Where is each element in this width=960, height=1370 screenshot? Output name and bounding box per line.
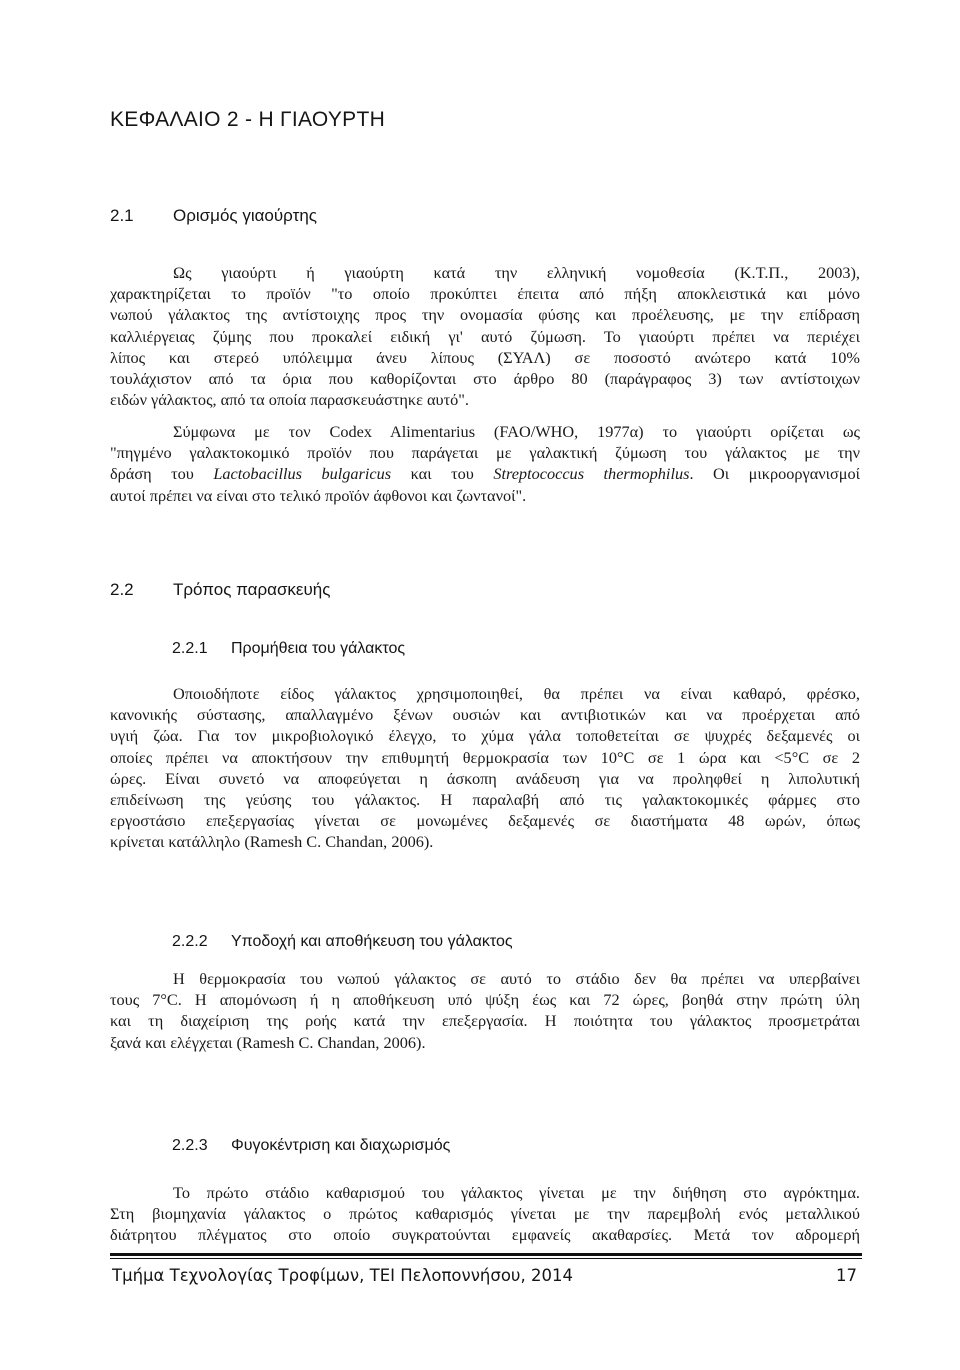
text-fragment: . Οι μικροοργανισμοί	[689, 464, 860, 484]
section-title: Τρόπος παρασκευής	[173, 580, 331, 599]
footer-rule-thin	[110, 1258, 862, 1259]
text-line: Οποιοδήποτε είδος γάλακτος χρησιμοποιηθεί, θα πρέπει να είναι καθαρό, φρέσκο,	[173, 684, 860, 703]
section-title: Υποδοχή και αποθήκευση του γάλακτος	[231, 933, 513, 950]
section-number: 2.2.3	[172, 1137, 208, 1154]
species-name: Streptococcus thermophilus	[493, 464, 690, 484]
text-line: τους 7°C. Η απομόνωση ή η αποθήκευση υπό ψύξη έως και 72 ώρες, βοηθά στην πρώτη ύλη	[110, 990, 860, 1010]
text-line: και τη διαχείριση της ροής κατά την επεξεργασία. Η ποιότητα του γάλακτος προσμετράται	[110, 1011, 860, 1031]
subsection-heading-2-2-2	[172, 933, 513, 951]
text-line: επιδείνωση της γεύσης του γάλακτος. Η παραλαβή από τις γαλακτοκομικές φάρμες στο	[110, 789, 860, 809]
text-line: εργοστάσιο επεξεργασίας γίνεται σε μονωμένες δεξαμενές σε διαστήματα 48 ωρών, όπως	[110, 811, 860, 831]
text-fragment: και του	[391, 464, 494, 484]
text-line: λίπος και στερεό υπόλειμμα άνευ λίπους (ΣΥΑΛ) σε ποσοστό ανώτερο κατά 10%	[110, 347, 860, 367]
text-line: Ως γιαούρτι ή γιαούρτη κατά την ελληνική νομοθεσία (Κ.Τ.Π., 2003),	[173, 263, 860, 282]
text-line: Σύμφωνα με τον Codex Alimentarius (FAO/WHO, 1977α) το γιαούρτι ορίζεται ως	[173, 422, 860, 441]
text-line: αυτοί πρέπει να είναι στο τελικό προϊόν άφθονοι και ζωντανοί".	[110, 485, 527, 505]
text-line: κρίνεται κατάλληλο (Ramesh C. Chandan, 2006).	[110, 832, 434, 852]
text-line: υγιή ζώα. Για τον μικροβιολογικό έλεγχο, το χύμα γάλα τοποθετείται σε ψυχρές δεξαμενές οι	[110, 726, 860, 746]
text-line: κανονικής σύστασης, απαλλαγμένο ξένων ουσιών και αντιβιοτικών και να προέρχεται από	[110, 705, 860, 725]
text-line: "πηγμένο γαλακτοκομικό προϊόν που παράγεται με γαλακτική ζύμωση του γάλακτος με την	[110, 443, 860, 463]
section-heading-2-1	[110, 206, 317, 226]
text-fragment: δράση του	[110, 464, 214, 484]
text-line	[110, 463, 860, 484]
section-title: Προμήθεια του γάλακτος	[231, 640, 406, 657]
text-line: ξανά και ελέγχεται (Ramesh C. Chandan, 2006).	[110, 1032, 426, 1052]
section-number: 2.2	[110, 580, 134, 599]
paragraph-codex-definition	[110, 421, 860, 506]
text-line: καλλιέργειας ζύμης που προκαλεί ειδική γι' αυτό ζύμωση. Το γιαούρτι πρέπει να περιέχει	[110, 326, 860, 346]
species-name: Lactobacillus bulgaricus	[213, 464, 392, 484]
footer-institution: Τμήμα Τεχνολογίας Τροφίμων, ΤΕΙ Πελοποννήσου, 2014	[112, 1266, 573, 1285]
text-line: διάτρητου πλέγματος στο οποίο συγκρατούνται εμφανείς ακαθαρσίες. Μετά τον αδρομερή	[110, 1225, 860, 1245]
subsection-heading-2-2-3	[172, 1137, 450, 1155]
paragraph-centrifugation	[110, 1182, 860, 1246]
paragraph-milk-storage	[110, 968, 860, 1053]
section-heading-2-2	[110, 580, 330, 600]
text-line: Το πρώτο στάδιο καθαρισμού του γάλακτος γίνεται με την διήθηση στο αγρόκτημα.	[173, 1183, 860, 1202]
footer-rule-thick	[110, 1253, 862, 1256]
section-title: Φυγοκέντριση και διαχωρισμός	[231, 1137, 451, 1154]
text-line: νωπού γάλακτος της αντίστοιχης προς την ονομασία φύσης και προέλευσης, με την επίδραση	[110, 305, 860, 325]
paragraph-yogurt-definition	[110, 262, 860, 410]
text-line: τουλάχιστον από τα όρια που καθορίζονται στο άρθρο 80 (παράγραφος 3) των αντίστοιχων	[110, 368, 860, 388]
paragraph-milk-supply	[110, 683, 860, 853]
chapter-title: ΚΕΦΑΛΑΙΟ 2 - Η ΓΙΑΟΥΡΤΗ	[110, 108, 386, 131]
section-title: Ορισμός γιαούρτης	[173, 206, 317, 225]
text-line: Στη βιομηχανία γάλακτος ο πρώτος καθαρισμός γίνεται με την παρεμβολή ενός μεταλλικού	[110, 1204, 860, 1224]
text-line: χαρακτηρίζεται το προϊόν "το οποίο προκύπτει έπειτα από πήξη αποκλειστικά και μόνο	[110, 284, 860, 304]
text-line: οποίες πρέπει να αποκτήσουν την επιθυμητή θερμοκρασία των 10°C σε 1 ώρα και <5°C σε 2	[110, 747, 860, 767]
section-number: 2.2.1	[172, 640, 208, 657]
section-number: 2.2.2	[172, 933, 208, 950]
section-number: 2.1	[110, 206, 134, 225]
text-line: ειδών γάλακτος, από τα οποία παρασκευάστηκε αυτό".	[110, 390, 469, 410]
page-number: 17	[836, 1266, 857, 1285]
subsection-heading-2-2-1	[172, 640, 405, 658]
text-line: Η θερμοκρασία του νωπού γάλακτος σε αυτό το στάδιο δεν θα πρέπει να υπερβαίνει	[173, 969, 860, 988]
text-line: ώρες. Είναι συνετό να αποφεύγεται η άσκοπη ανάδευση για να προληφθεί η λιπολυτική	[110, 768, 860, 788]
